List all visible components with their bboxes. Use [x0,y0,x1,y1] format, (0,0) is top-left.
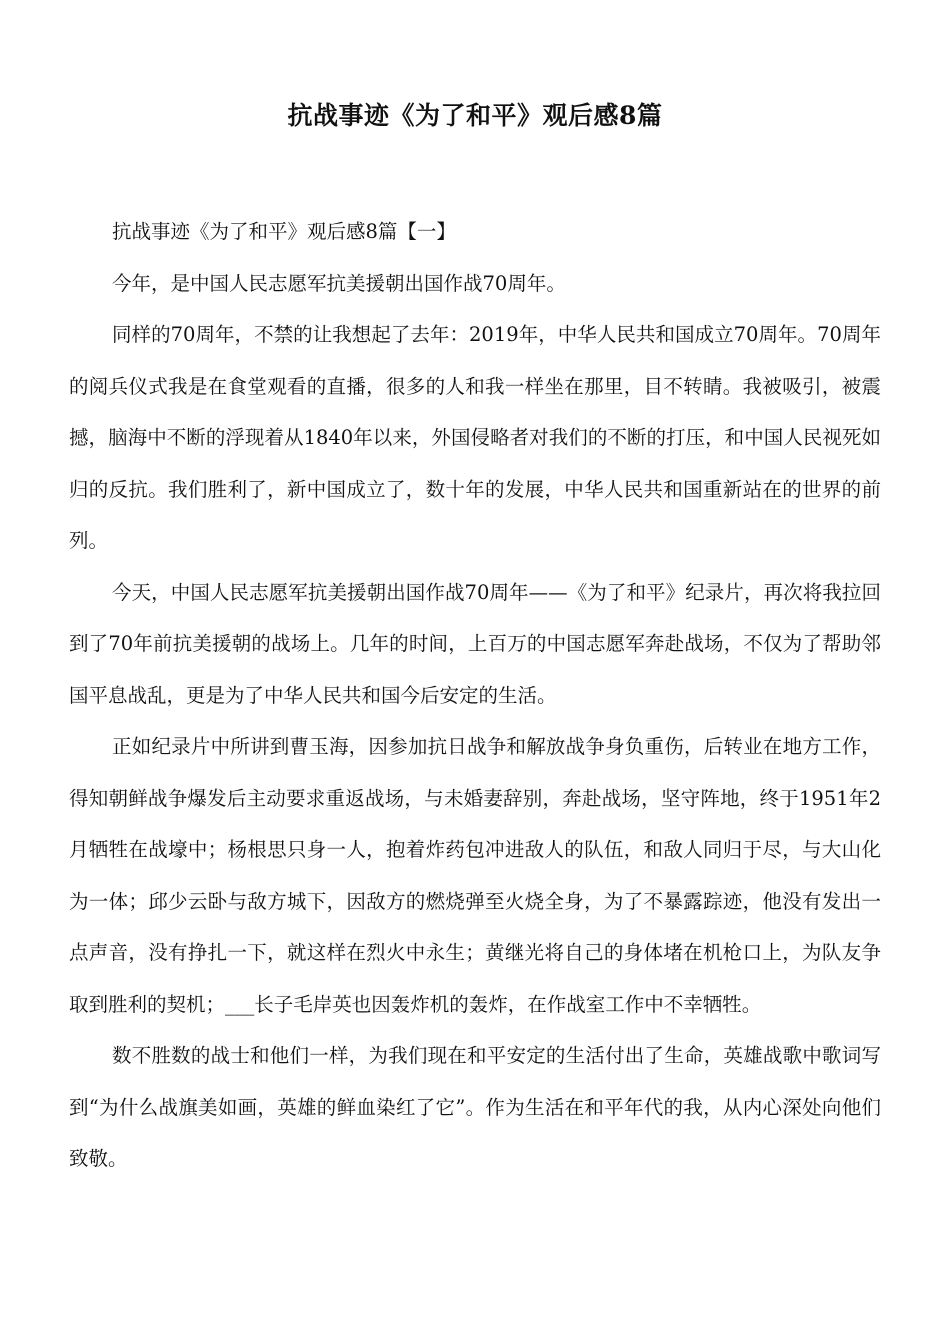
paragraph-3: 今天，中国人民志愿军抗美援朝出国作战70周年——《为了和平》纪录片，再次将我拉回到了70年前抗美援朝的战场上。几年的时间，上百万的中国志愿军奔赴战场，不仅为了帮助邻国平息战乱，更是为了中华人民共和国今后安定的生活。 [69,580,881,707]
document-body [69,206,881,1185]
paragraph-2: 同样的70周年，不禁的让我想起了去年：2019年，中华人民共和国成立70周年。70周年的阅兵仪式我是在食堂观看的直播，很多的人和我一样坐在那里，目不转睛。我被吸引，被震撼，脑海中不断的浮现着从1840年以来，外国侵略者对我们的不断的打压，和中国人民视死如归的反抗。我们胜利了，新中国成立了，数十年的发展，中华人民共和国重新站在的世界的前列。 [69,323,881,552]
paragraph-4: 正如纪录片中所讲到曹玉海，因参加抗日战争和解放战争身负重伤，后转业在地方工作，得知朝鲜战争爆发后主动要求重返战场，与未婚妻辞别，奔赴战场，坚守阵地，终于1951年2月牺牲在战壕中；杨根思只身一人，抱着炸药包冲进敌人的队伍，和敌人同归于尽，与大山化为一体；邱少云卧与敌方城下，因敌方的燃烧弹至火烧全身，为了不暴露踪迹，他没有发出一点声音，没有挣扎一下，就这样在烈火中永生；黄继光将自己的身体堵在机枪口上，为队友争取到胜利的契机；___长子毛岸英也因轰炸机的轰炸，在作战室工作中不幸牺牲。 [69,735,881,1016]
section-heading: 抗战事迹《为了和平》观后感8篇【一】 [112,220,456,243]
paragraph-1: 今年，是中国人民志愿军抗美援朝出国作战70周年。 [112,271,566,295]
document-title: 抗战事迹《为了和平》观后感8篇 [287,101,663,130]
paragraph-5: 数不胜数的战士和他们一样，为我们现在和平安定的生活付出了生命，英雄战歌中歌词写到“为什么战旗美如画，英雄的鲜血染红了它”。作为生活在和平年代的我，从内心深处向他们致敬。 [69,1044,881,1170]
